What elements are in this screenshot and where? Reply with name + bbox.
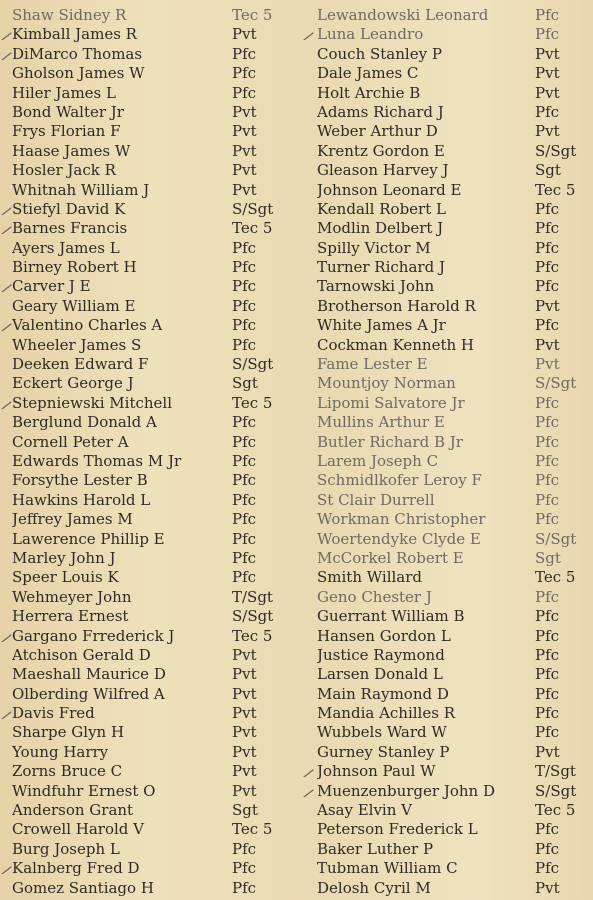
soldier-name: Anderson Grant [12, 801, 134, 820]
soldier-name: Herrera Ernest [12, 607, 129, 626]
soldier-name: Couch Stanley P [317, 44, 442, 63]
soldier-rank: Pvt [232, 141, 257, 160]
roster-row [12, 394, 302, 413]
soldier-name: Main Raymond D [317, 684, 449, 703]
soldier-rank: Pvt [535, 44, 560, 63]
soldier-name: Kimball James R [12, 25, 137, 44]
pencil-check-mark-icon [1, 28, 13, 40]
soldier-rank: Pfc [232, 413, 257, 432]
soldier-name: Kalnberg Fred D [12, 859, 140, 878]
soldier-name: Zorns Bruce C [12, 762, 123, 781]
soldier-name: Stepniewski Mitchell [12, 393, 173, 412]
roster-row [12, 588, 302, 607]
soldier-name: Valentino Charles A [12, 316, 163, 335]
roster-row [12, 258, 302, 277]
soldier-name: Shaw Sidney R [12, 6, 127, 24]
soldier-rank: Pfc [232, 568, 257, 587]
soldier-rank: Pfc [232, 490, 257, 509]
soldier-rank: Pfc [535, 510, 560, 529]
soldier-rank: Tec 5 [232, 393, 273, 412]
roster-row [317, 355, 593, 374]
roster-row [12, 219, 302, 238]
soldier-rank: Pfc [535, 820, 560, 839]
soldier-rank: Pfc [535, 277, 560, 296]
roster-row [317, 530, 593, 549]
soldier-rank: Pfc [232, 296, 257, 315]
soldier-name: Gholson James W [12, 64, 145, 83]
soldier-rank: Pvt [232, 122, 257, 141]
soldier-rank: Pvt [232, 161, 257, 180]
roster-row [317, 122, 593, 141]
soldier-rank: Tec 5 [232, 626, 273, 645]
soldier-rank: Pvt [232, 665, 257, 684]
soldier-name: Geary William E [12, 296, 136, 315]
soldier-rank: Pvt [232, 704, 257, 723]
soldier-rank: Pfc [535, 238, 560, 257]
pencil-check-mark-icon [1, 397, 13, 409]
soldier-rank: Pfc [232, 316, 257, 335]
soldier-name: Justice Raymond [317, 645, 445, 664]
soldier-name: Speer Louis K [12, 568, 119, 587]
roster-row [12, 336, 302, 355]
soldier-name: Mandia Achilles R [317, 704, 455, 723]
soldier-rank: Pfc [535, 471, 560, 490]
soldier-name: DiMarco Thomas [12, 44, 143, 63]
soldier-rank: Sgt [535, 161, 561, 180]
soldier-rank: Tec 5 [232, 6, 273, 24]
soldier-rank: S/Sgt [535, 141, 577, 160]
soldier-rank: S/Sgt [232, 199, 274, 218]
roster-row [12, 704, 302, 723]
soldier-rank: Pfc [232, 529, 257, 548]
roster-row [317, 181, 593, 200]
soldier-rank: Pfc [535, 684, 560, 703]
soldier-name: Tubman William C [317, 859, 458, 878]
roster-row [317, 491, 593, 510]
roster-row [317, 627, 593, 646]
soldier-name: Smith Willard [317, 568, 423, 587]
soldier-rank: Pfc [535, 626, 560, 645]
soldier-name: Mountjoy Norman [317, 374, 456, 393]
soldier-rank: Pfc [535, 258, 560, 277]
roster-row [317, 142, 593, 161]
roster-row [12, 452, 302, 471]
soldier-name: Stiefyl David K [12, 199, 126, 218]
soldier-name: Hiler James L [12, 83, 116, 102]
roster-row [12, 840, 302, 859]
roster-row [12, 607, 302, 626]
soldier-name: Asay Elvin V [317, 801, 412, 820]
pencil-check-mark-icon [1, 319, 13, 331]
roster-row [317, 161, 593, 180]
roster-row [12, 84, 302, 103]
soldier-name: Sharpe Glyn H [12, 723, 125, 742]
soldier-name: Lipomi Salvatore Jr [317, 393, 465, 412]
roster-row [317, 25, 593, 44]
roster-row [317, 374, 593, 393]
soldier-rank: Pfc [535, 219, 560, 238]
soldier-rank: Pfc [535, 490, 560, 509]
soldier-name: Butler Richard B Jr [317, 432, 463, 451]
soldier-name: Krentz Gordon E [317, 141, 445, 160]
roster-row [12, 549, 302, 568]
roster-row [317, 801, 593, 820]
soldier-name: Gleason Harvey J [317, 161, 449, 180]
roster-row [317, 452, 593, 471]
soldier-rank: Pvt [535, 335, 560, 354]
soldier-rank: Pvt [535, 355, 560, 374]
soldier-rank: Pfc [232, 258, 257, 277]
pencil-check-mark-icon [1, 862, 13, 874]
roster-row [317, 45, 593, 64]
roster-row [317, 762, 593, 781]
roster-row [12, 627, 302, 646]
soldier-rank: Pfc [232, 64, 257, 83]
roster-row [317, 743, 593, 762]
roster-row [317, 568, 593, 587]
soldier-name: Wheeler James S [12, 335, 142, 354]
soldier-rank: Pfc [232, 238, 257, 257]
soldier-rank: Pvt [535, 742, 560, 761]
soldier-name: Cornell Peter A [12, 432, 129, 451]
soldier-rank: Pfc [232, 548, 257, 567]
roster-row [317, 471, 593, 490]
roster-row [12, 297, 302, 316]
roster-row [317, 297, 593, 316]
soldier-name: Baker Luther P [317, 839, 434, 858]
soldier-name: Hansen Gordon L [317, 626, 451, 645]
soldier-rank: Pvt [232, 781, 257, 800]
soldier-rank: Pfc [535, 665, 560, 684]
roster-row [12, 200, 302, 219]
soldier-name: Gurney Stanley P [317, 742, 450, 761]
roster-row [317, 723, 593, 742]
soldier-rank: S/Sgt [535, 529, 577, 548]
roster-row [12, 142, 302, 161]
soldier-rank: Pfc [535, 645, 560, 664]
soldier-name: Wubbels Ward W [317, 723, 447, 742]
roster-row [317, 704, 593, 723]
roster-row [12, 25, 302, 44]
soldier-name: McCorkel Robert E [317, 548, 464, 567]
soldier-rank: Pfc [232, 44, 257, 63]
soldier-name: Johnson Leonard E [317, 180, 462, 199]
soldier-name: Delosh Cyril M [317, 878, 431, 897]
soldier-rank: Pvt [535, 296, 560, 315]
soldier-name: Hosler Jack R [12, 161, 116, 180]
soldier-rank: Pfc [535, 587, 560, 606]
roster-row [317, 859, 593, 878]
roster-row [12, 239, 302, 258]
soldier-name: Davis Fred [12, 704, 95, 723]
soldier-name: Adams Richard J [317, 102, 444, 121]
roster-row [317, 84, 593, 103]
pencil-check-mark-icon [1, 630, 13, 642]
soldier-name: Woertendyke Clyde E [317, 529, 481, 548]
roster-row [317, 413, 593, 432]
soldier-name: Berglund Donald A [12, 413, 157, 432]
roster-row [12, 64, 302, 83]
roster-row [317, 200, 593, 219]
soldier-name: White James A Jr [317, 316, 446, 335]
pencil-check-mark-icon [303, 785, 315, 797]
pencil-check-mark-icon [1, 707, 13, 719]
soldier-name: Schmidlkofer Leroy F [317, 471, 482, 490]
soldier-rank: Pvt [232, 645, 257, 664]
soldier-name: Workman Christopher [317, 510, 486, 529]
roster-row [12, 471, 302, 490]
roster-row [317, 549, 593, 568]
soldier-rank: Pfc [232, 83, 257, 102]
roster-row [12, 433, 302, 452]
soldier-rank: Sgt [535, 548, 561, 567]
soldier-name: Deeken Edward F [12, 355, 149, 374]
roster-row [12, 743, 302, 762]
soldier-name: Crowell Harold V [12, 820, 144, 839]
soldier-rank: Sgt [232, 374, 258, 393]
pencil-check-mark-icon [303, 28, 315, 40]
roster-row [317, 879, 593, 898]
roster-row [317, 64, 593, 83]
soldier-rank: S/Sgt [535, 781, 577, 800]
soldier-rank: Pvt [232, 762, 257, 781]
soldier-name: Atchison Gerald D [12, 645, 151, 664]
soldier-rank: Pvt [232, 180, 257, 199]
roster-row [12, 374, 302, 393]
soldier-name: Burg Joseph L [12, 839, 120, 858]
roster-row [12, 6, 302, 25]
soldier-rank: S/Sgt [232, 355, 274, 374]
soldier-rank: S/Sgt [535, 374, 577, 393]
soldier-rank: Tec 5 [535, 180, 576, 199]
soldier-rank: Pfc [232, 471, 257, 490]
roster-row [12, 413, 302, 432]
roster-row [317, 239, 593, 258]
soldier-name: Wehmeyer John [12, 587, 132, 606]
roster-row [12, 665, 302, 684]
soldier-name: Larsen Donald L [317, 665, 443, 684]
soldier-rank: T/Sgt [232, 587, 273, 606]
soldier-name: Lewandowski Leonard [317, 6, 489, 24]
soldier-name: Hawkins Harold L [12, 490, 151, 509]
soldier-rank: Pfc [232, 839, 257, 858]
pencil-check-mark-icon [1, 280, 13, 292]
soldier-name: St Clair Durrell [317, 490, 435, 509]
roster-row [12, 782, 302, 801]
roster-row [12, 801, 302, 820]
soldier-name: Frys Florian F [12, 122, 121, 141]
roster-column-right [317, 6, 593, 898]
roster-row [12, 355, 302, 374]
soldier-rank: Pfc [535, 102, 560, 121]
soldier-name: Fame Lester E [317, 355, 428, 374]
soldier-name: Olberding Wilfred A [12, 684, 165, 703]
soldier-name: Guerrant William B [317, 607, 465, 626]
soldier-rank: Pfc [232, 451, 257, 470]
roster-row [12, 859, 302, 878]
roster-row [317, 394, 593, 413]
soldier-name: Geno Chester J [317, 587, 432, 606]
soldier-name: Carver J E [12, 277, 91, 296]
roster-row [12, 646, 302, 665]
soldier-name: Jeffrey James M [12, 510, 133, 529]
soldier-name: Turner Richard J [317, 258, 445, 277]
roster-row [317, 277, 593, 296]
soldier-rank: Pfc [535, 25, 560, 44]
roster-row [317, 646, 593, 665]
roster-row [12, 820, 302, 839]
pencil-check-mark-icon [1, 48, 13, 60]
soldier-rank: Pvt [232, 742, 257, 761]
soldier-rank: Pfc [232, 277, 257, 296]
soldier-name: Bond Walter Jr [12, 102, 124, 121]
roster-row [317, 316, 593, 335]
soldier-name: Haase James W [12, 141, 131, 160]
soldier-name: Spilly Victor M [317, 238, 431, 257]
soldier-rank: Tec 5 [232, 820, 273, 839]
roster-row [12, 181, 302, 200]
soldier-rank: Pvt [232, 723, 257, 742]
soldier-name: Kendall Robert L [317, 199, 446, 218]
soldier-name: Tarnowski John [317, 277, 435, 296]
soldier-rank: Pfc [232, 335, 257, 354]
roster-row [12, 530, 302, 549]
soldier-name: Muenzenburger John D [317, 781, 496, 800]
soldier-name: Peterson Frederick L [317, 820, 478, 839]
soldier-rank: Pfc [535, 413, 560, 432]
soldier-name: Eckert George J [12, 374, 134, 393]
roster-row [317, 782, 593, 801]
soldier-name: Mullins Arthur E [317, 413, 445, 432]
roster-row [12, 762, 302, 781]
soldier-rank: Pfc [232, 510, 257, 529]
roster-row [317, 607, 593, 626]
pencil-check-mark-icon [1, 222, 13, 234]
roster-row [317, 665, 593, 684]
roster-row [317, 433, 593, 452]
roster-row [12, 122, 302, 141]
soldier-name: Marley John J [12, 548, 116, 567]
soldier-name: Whitnah William J [12, 180, 150, 199]
soldier-name: Weber Arthur D [317, 122, 438, 141]
soldier-rank: Pvt [535, 122, 560, 141]
soldier-rank: Pfc [535, 6, 560, 24]
soldier-rank: Tec 5 [535, 568, 576, 587]
soldier-rank: S/Sgt [232, 607, 274, 626]
soldier-rank: Pfc [232, 859, 257, 878]
soldier-name: Cockman Kenneth H [317, 335, 475, 354]
soldier-rank: Pvt [232, 684, 257, 703]
soldier-name: Windfuhr Ernest O [12, 781, 156, 800]
roster-row [317, 588, 593, 607]
roster-row [317, 258, 593, 277]
roster-row [12, 510, 302, 529]
pencil-check-mark-icon [303, 765, 315, 777]
soldier-rank: Pfc [232, 878, 257, 897]
roster-row [12, 568, 302, 587]
soldier-rank: Pfc [535, 451, 560, 470]
roster-row [317, 510, 593, 529]
soldier-rank: Pfc [232, 432, 257, 451]
roster-row [12, 103, 302, 122]
soldier-rank: Pfc [535, 393, 560, 412]
roster-row [12, 316, 302, 335]
soldier-name: Ayers James L [12, 238, 120, 257]
roster-row [12, 685, 302, 704]
soldier-name: Dale James C [317, 64, 419, 83]
soldier-rank: Pvt [535, 878, 560, 897]
soldier-name: Young Harry [12, 742, 109, 761]
soldier-name: Lawerence Phillip E [12, 529, 165, 548]
roster-row [317, 103, 593, 122]
soldier-name: Gomez Santiago H [12, 878, 154, 897]
soldier-rank: Pvt [535, 64, 560, 83]
pencil-check-mark-icon [1, 203, 13, 215]
soldier-name: Gargano Frrederick J [12, 626, 175, 645]
soldier-rank: Pfc [535, 859, 560, 878]
soldier-name: Larem Joseph C [317, 451, 439, 470]
roster-row [12, 277, 302, 296]
soldier-rank: T/Sgt [535, 762, 576, 781]
soldier-rank: Pfc [535, 704, 560, 723]
soldier-rank: Pfc [535, 199, 560, 218]
roster-row [12, 491, 302, 510]
roster-row [317, 6, 593, 25]
roster-row [12, 723, 302, 742]
soldier-name: Birney Robert H [12, 258, 137, 277]
soldier-rank: Tec 5 [232, 219, 273, 238]
soldier-rank: Pfc [535, 723, 560, 742]
soldier-rank: Pvt [535, 83, 560, 102]
soldier-name: Johnson Paul W [317, 762, 436, 781]
soldier-name: Forsythe Lester B [12, 471, 148, 490]
roster-row [317, 336, 593, 355]
roster-row [317, 685, 593, 704]
roster-row [12, 879, 302, 898]
soldier-name: Barnes Francis [12, 219, 128, 238]
soldier-name: Maeshall Maurice D [12, 665, 166, 684]
soldier-rank: Pfc [535, 839, 560, 858]
soldier-name: Luna Leandro [317, 25, 424, 44]
soldier-rank: Sgt [232, 801, 258, 820]
roster-row [317, 820, 593, 839]
soldier-rank: Pvt [232, 25, 257, 44]
soldier-name: Edwards Thomas M Jr [12, 451, 182, 470]
roster-row [317, 219, 593, 238]
soldier-name: Holt Archie B [317, 83, 421, 102]
soldier-rank: Pfc [535, 432, 560, 451]
soldier-rank: Pfc [535, 607, 560, 626]
roster-row [317, 840, 593, 859]
roster-row [12, 45, 302, 64]
roster-row [12, 161, 302, 180]
soldier-rank: Pfc [535, 316, 560, 335]
soldier-name: Brotherson Harold R [317, 296, 476, 315]
soldier-name: Modlin Delbert J [317, 219, 444, 238]
roster-column-left [12, 6, 302, 898]
soldier-rank: Tec 5 [535, 801, 576, 820]
soldier-rank: Pvt [232, 102, 257, 121]
